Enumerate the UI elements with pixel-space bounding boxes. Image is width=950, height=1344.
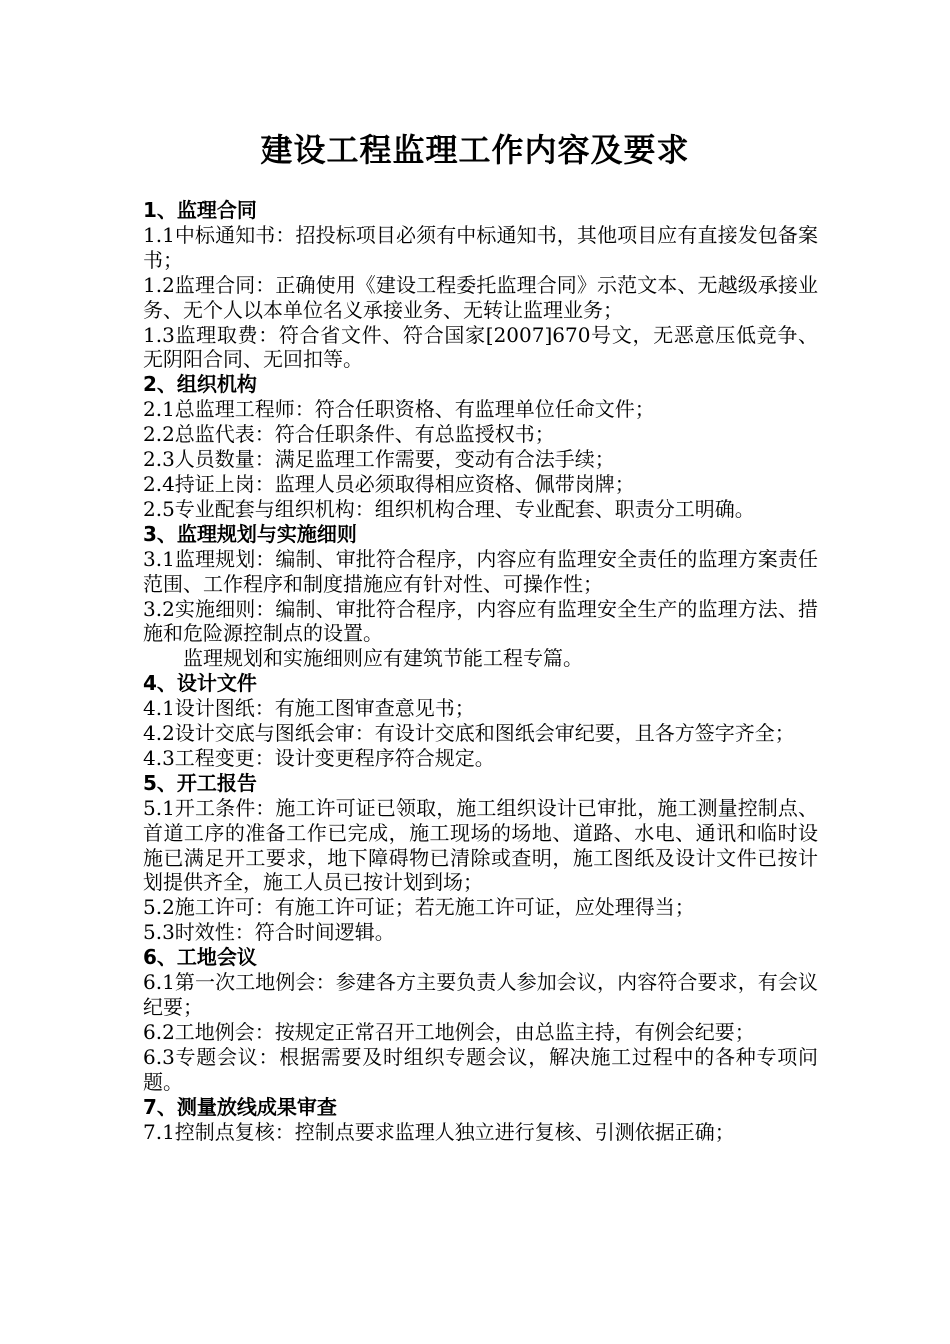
clause: 3.1监理规划：编制、审批符合程序，内容应有监理安全责任的监理方案责任范围、工作程序和制度措施应有针对性、可操作性；: [143, 546, 818, 596]
document-body: [143, 198, 818, 1144]
section-heading: 2、组织机构: [143, 372, 257, 397]
clause: 1.1中标通知书：招投标项目必须有中标通知书，其他项目应有直接发包备案书；: [143, 222, 818, 272]
page-title: 建设工程监理工作内容及要求: [260, 131, 690, 169]
section-heading: 3、监理规划与实施细则: [143, 521, 357, 546]
clause: 5.1开工条件：施工许可证已领取，施工组织设计已审批，施工测量控制点、首道工序的准备工作已完成，施工现场的场地、道路、水电、通讯和临时设施已满足开工要求，地下障碍物已清除或查明，施工图纸及设计文件已按计划提供齐全，施工人员已按计划到场；: [143, 795, 818, 895]
section-heading: 6、工地会议: [143, 945, 257, 970]
section-heading: 4、设计文件: [143, 671, 257, 696]
clause: 4.3工程变更：设计变更程序符合规定。: [143, 745, 495, 770]
clause: 3.2实施细则：编制、审批符合程序，内容应有监理安全生产的监理方法、措施和危险源控制点的设置。: [143, 596, 818, 646]
clause: 2.1总监理工程师：符合任职资格、有监理单位任命文件；: [143, 397, 655, 422]
clause: 4.1设计图纸：有施工图审查意见书；: [143, 696, 475, 721]
section-heading: 7、测量放线成果审查: [143, 1094, 337, 1119]
clause: 5.3时效性：符合时间逻辑。: [143, 920, 395, 945]
clause: 6.3专题会议：根据需要及时组织专题会议，解决施工过程中的各种专项问题。: [143, 1044, 818, 1094]
clause: 1.3监理取费：符合省文件、符合国家[2007]670号文，无恶意压低竞争、无阴阳合同、无回扣等。: [143, 322, 818, 372]
clause: 2.2总监代表：符合任职条件、有总监授权书；: [143, 422, 555, 447]
clause: 6.2工地例会：按规定正常召开工地例会，由总监主持，有例会纪要；: [143, 1019, 755, 1044]
clause: 7.1控制点复核：控制点要求监理人独立进行复核、引测依据正确；: [143, 1119, 735, 1144]
clause: 4.2设计交底与图纸会审：有设计交底和图纸会审纪要，且各方签字齐全；: [143, 721, 795, 746]
clause: 2.5专业配套与组织机构：组织机构合理、专业配套、职责分工明确。: [143, 496, 755, 521]
section-heading: 5、开工报告: [143, 770, 257, 795]
section-heading: 1、监理合同: [143, 198, 257, 222]
clause: 5.2施工许可：有施工许可证；若无施工许可证，应处理得当；: [143, 895, 695, 920]
section-note: 监理规划和实施细则应有建筑节能工程专篇。: [183, 646, 583, 671]
clause: 2.3人员数量：满足监理工作需要，变动有合法手续；: [143, 447, 615, 472]
clause: 6.1第一次工地例会：参建各方主要负责人参加会议，内容符合要求，有会议纪要；: [143, 970, 818, 1019]
clause: 2.4持证上岗：监理人员必须取得相应资格、佩带岗牌；: [143, 471, 635, 496]
clause: 1.2监理合同：正确使用《建设工程委托监理合同》示范文本、无越级承接业务、无个人以本单位名义承接业务、无转让监理业务；: [143, 272, 818, 322]
